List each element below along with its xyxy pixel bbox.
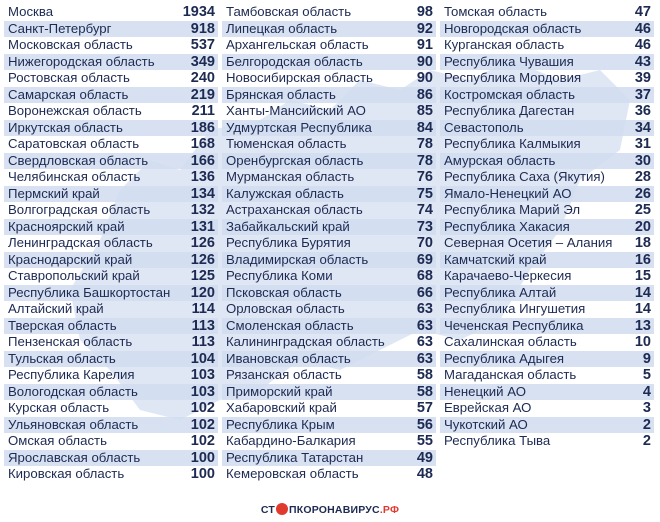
stopkoronavirus-logo (0, 503, 660, 516)
region-row (440, 285, 654, 302)
region-name: Липецкая область (226, 20, 338, 36)
region-row (222, 103, 436, 120)
region-name: Ханты-Мансийский АО (226, 103, 366, 118)
case-count: 75 (416, 185, 433, 202)
region-row (4, 417, 218, 434)
region-row (222, 202, 436, 219)
region-row (4, 153, 218, 170)
region-row (4, 318, 218, 335)
region-name: Красноярский край (8, 218, 125, 234)
region-row (222, 186, 436, 203)
case-count: 4 (642, 383, 651, 400)
region-column-3 (440, 4, 654, 450)
region-name: Курганская область (444, 37, 565, 52)
region-row (440, 169, 654, 186)
region-row (222, 268, 436, 285)
region-row (222, 351, 436, 368)
region-row (222, 136, 436, 153)
region-row (4, 37, 218, 54)
case-count: 240 (190, 70, 215, 86)
case-count: 103 (190, 367, 215, 383)
region-name: Орловская область (226, 301, 345, 316)
case-count: 104 (190, 350, 215, 367)
region-row (4, 54, 218, 71)
region-name: Московская область (8, 37, 133, 52)
case-count: 10 (634, 334, 651, 350)
case-count: 56 (416, 416, 433, 433)
case-count: 5 (642, 367, 651, 383)
region-name: Челябинская область (8, 169, 141, 184)
region-row (222, 334, 436, 351)
region-name: Костромская область (444, 86, 576, 102)
region-row (440, 334, 654, 351)
region-row (4, 21, 218, 38)
region-name: Томская область (444, 4, 548, 19)
case-count: 76 (416, 169, 433, 185)
region-name: Санкт-Петербург (8, 20, 112, 36)
region-row (222, 252, 436, 269)
region-name: Республика Карелия (8, 367, 135, 382)
region-row (222, 384, 436, 401)
case-count: 68 (416, 268, 433, 284)
region-row (4, 351, 218, 368)
region-row (440, 252, 654, 269)
region-name: Республика Марий Эл (444, 202, 581, 217)
case-count: 55 (416, 433, 433, 449)
case-count: 73 (416, 218, 433, 235)
region-row (222, 318, 436, 335)
case-count: 92 (416, 20, 433, 37)
case-count: 34 (634, 119, 651, 136)
region-name: Республика Ингушетия (444, 301, 586, 316)
case-count: 131 (190, 218, 215, 235)
case-count: 126 (190, 251, 215, 268)
region-name: Свердловская область (8, 152, 149, 168)
case-count: 9 (642, 350, 651, 367)
case-count: 166 (190, 152, 215, 169)
region-name: Рязанская область (226, 367, 342, 382)
region-row (4, 400, 218, 417)
region-name: Владимирская область (226, 251, 369, 267)
case-count: 69 (416, 251, 433, 268)
region-name: Ивановская область (226, 350, 351, 366)
region-name: Псковская область (226, 284, 342, 300)
region-name: Вологодская область (8, 383, 138, 399)
region-row (222, 433, 436, 450)
case-count: 90 (416, 53, 433, 70)
region-name: Самарская область (8, 86, 129, 102)
region-name: Новосибирская область (226, 70, 373, 85)
region-name: Кировская область (8, 466, 125, 481)
region-name: Республика Чувашия (444, 53, 574, 69)
case-count: 84 (416, 119, 433, 136)
region-row (440, 136, 654, 153)
region-name: Удмуртская Республика (226, 119, 372, 135)
logo-text-start: СТ (260, 504, 275, 516)
region-name: Республика Хакасия (444, 218, 570, 234)
region-row (440, 202, 654, 219)
region-name: Москва (8, 4, 54, 19)
region-row (222, 367, 436, 384)
region-name: Тульская область (8, 350, 116, 366)
case-count: 39 (634, 70, 651, 86)
case-count: 58 (416, 383, 433, 400)
case-count: 2 (642, 416, 651, 433)
region-name: Амурская область (444, 152, 556, 168)
region-name: Иркутская область (8, 119, 123, 135)
region-row (4, 202, 218, 219)
region-name: Тюменская область (226, 136, 347, 151)
case-count: 86 (416, 86, 433, 103)
region-name: Хабаровский край (226, 400, 337, 415)
case-count: 49 (416, 449, 433, 466)
case-count: 13 (634, 317, 651, 334)
region-name: Камчатский край (444, 251, 547, 267)
case-count: 126 (190, 235, 215, 251)
region-row (4, 186, 218, 203)
region-name: Астраханская область (226, 202, 363, 217)
case-count: 78 (416, 152, 433, 169)
region-row (440, 120, 654, 137)
region-name: Ленинградская область (8, 235, 153, 250)
case-count: 66 (416, 284, 433, 301)
case-count: 48 (416, 466, 433, 482)
region-row (222, 285, 436, 302)
case-count: 20 (634, 218, 651, 235)
region-row (440, 351, 654, 368)
case-count: 37 (634, 86, 651, 103)
region-name: Республика Адыгея (444, 350, 565, 366)
region-row (440, 70, 654, 87)
region-name: Республика Тыва (444, 433, 551, 448)
case-count: 31 (634, 136, 651, 152)
region-row (4, 4, 218, 21)
case-count: 98 (416, 4, 433, 20)
region-name: Республика Мордовия (444, 70, 582, 85)
region-name: Воронежская область (8, 103, 142, 118)
region-row (222, 301, 436, 318)
case-count: 26 (634, 185, 651, 202)
region-name: Карачаево-Черкесия (444, 268, 572, 283)
case-count: 120 (190, 284, 215, 301)
region-row (440, 4, 654, 21)
region-name: Ставропольский край (8, 268, 140, 283)
region-column-1 (4, 4, 218, 483)
region-name: Республика Крым (226, 416, 335, 432)
region-name: Краснодарский край (8, 251, 133, 267)
case-count: 36 (634, 103, 651, 119)
region-row (440, 384, 654, 401)
case-count: 30 (634, 152, 651, 169)
case-count: 113 (191, 317, 215, 334)
case-count: 918 (190, 20, 215, 37)
case-count: 168 (190, 136, 215, 152)
region-row (440, 54, 654, 71)
case-count: 46 (634, 37, 651, 53)
region-row (222, 219, 436, 236)
case-count: 47 (634, 4, 651, 20)
region-name: Смоленская область (226, 317, 354, 333)
region-name: Саратовская область (8, 136, 140, 151)
case-count: 537 (190, 37, 215, 53)
region-name: Волгоградская область (8, 202, 151, 217)
case-count: 349 (190, 53, 215, 70)
region-row (4, 466, 218, 483)
region-name: Республика Коми (226, 268, 333, 283)
logo-domain: .РФ (379, 504, 400, 516)
case-count: 90 (416, 70, 433, 86)
region-row (440, 400, 654, 417)
case-count: 113 (191, 334, 215, 350)
region-row (4, 450, 218, 467)
case-count: 70 (416, 235, 433, 251)
region-name: Архангельская область (226, 37, 369, 52)
region-row (440, 21, 654, 38)
case-count: 211 (191, 103, 215, 119)
region-row (222, 4, 436, 21)
region-name: Ростовская область (8, 70, 130, 85)
case-count: 63 (416, 350, 433, 367)
region-row (222, 153, 436, 170)
region-name: Республика Башкортостан (8, 284, 171, 300)
case-count: 46 (634, 20, 651, 37)
region-name: Республика Калмыкия (444, 136, 581, 151)
region-row (4, 136, 218, 153)
region-row (440, 301, 654, 318)
case-count: 136 (190, 169, 215, 185)
region-name: Нижегородская область (8, 53, 155, 69)
region-row (222, 70, 436, 87)
region-name: Алтайский край (8, 301, 104, 316)
region-name: Калининградская область (226, 334, 385, 349)
case-count: 63 (416, 334, 433, 350)
region-name: Ненецкий АО (444, 383, 526, 399)
case-count: 186 (190, 119, 215, 136)
region-name: Курская область (8, 400, 110, 415)
region-row (222, 235, 436, 252)
region-name: Республика Саха (Якутия) (444, 169, 605, 184)
case-count: 18 (634, 235, 651, 251)
region-row (4, 235, 218, 252)
region-name: Сахалинская область (444, 334, 577, 349)
region-row (440, 186, 654, 203)
case-count: 74 (416, 202, 433, 218)
region-name: Республика Бурятия (226, 235, 351, 250)
case-count: 63 (416, 317, 433, 334)
region-row (222, 466, 436, 483)
region-name: Чеченская Республика (444, 317, 584, 333)
region-name: Калужская область (226, 185, 344, 201)
region-name: Тамбовская область (226, 4, 352, 19)
region-name: Тверская область (8, 317, 117, 333)
case-count: 85 (416, 103, 433, 119)
region-name: Омская область (8, 433, 107, 448)
region-row (222, 87, 436, 104)
region-name: Белгородская область (226, 53, 363, 69)
region-name: Кабардино-Балкария (226, 433, 356, 448)
case-count: 57 (416, 400, 433, 416)
case-count: 219 (190, 86, 215, 103)
region-row (222, 21, 436, 38)
region-name: Северная Осетия – Алания (444, 235, 613, 250)
case-count: 3 (642, 400, 651, 416)
case-count: 100 (190, 449, 215, 466)
region-row (222, 169, 436, 186)
case-count: 58 (416, 367, 433, 383)
region-row (440, 268, 654, 285)
case-count: 78 (416, 136, 433, 152)
region-row (440, 103, 654, 120)
region-name: Приморский край (226, 383, 333, 399)
case-count: 14 (634, 301, 651, 317)
case-count: 2 (642, 433, 651, 449)
region-row (4, 285, 218, 302)
region-row (440, 367, 654, 384)
case-count: 102 (190, 400, 215, 416)
region-row (4, 334, 218, 351)
region-row (4, 103, 218, 120)
region-name: Магаданская область (444, 367, 577, 382)
region-row (4, 301, 218, 318)
region-row (4, 87, 218, 104)
region-name: Пермский край (8, 185, 100, 201)
case-count: 43 (634, 53, 651, 70)
region-row (222, 417, 436, 434)
region-row (4, 268, 218, 285)
region-row (4, 252, 218, 269)
case-count: 16 (634, 251, 651, 268)
region-row (4, 367, 218, 384)
region-row (440, 433, 654, 450)
region-row (222, 54, 436, 71)
region-row (4, 219, 218, 236)
region-name: Ульяновская область (8, 416, 139, 432)
region-name: Республика Татарстан (226, 449, 364, 465)
case-count: 102 (190, 433, 215, 449)
region-row (440, 235, 654, 252)
region-name: Севастополь (444, 119, 524, 135)
region-row (4, 120, 218, 137)
region-row (440, 153, 654, 170)
region-name: Ямало-Ненецкий АО (444, 185, 572, 201)
region-name: Забайкальский край (226, 218, 350, 234)
region-row (440, 37, 654, 54)
region-name: Чукотский АО (444, 416, 528, 432)
case-count: 114 (191, 301, 215, 317)
region-row (440, 219, 654, 236)
case-count: 15 (634, 268, 651, 284)
region-name: Пензенская область (8, 334, 133, 349)
case-count: 1934 (182, 4, 215, 20)
region-name: Еврейская АО (444, 400, 532, 415)
region-row (222, 37, 436, 54)
case-count: 14 (634, 284, 651, 301)
region-row (4, 433, 218, 450)
case-count: 28 (634, 169, 651, 185)
case-count: 100 (190, 466, 215, 482)
region-name: Мурманская область (226, 169, 355, 184)
region-name: Кемеровская область (226, 466, 359, 481)
region-name: Республика Дагестан (444, 103, 575, 118)
logo-text-end: ПКОРОНАВИРУС (288, 504, 380, 516)
region-name: Брянская область (226, 86, 336, 102)
region-row (440, 318, 654, 335)
case-count: 134 (190, 185, 215, 202)
region-row (222, 400, 436, 417)
case-count: 103 (190, 383, 215, 400)
region-name: Новгородская область (444, 20, 582, 36)
case-count: 125 (190, 268, 215, 284)
case-count: 91 (416, 37, 433, 53)
region-row (440, 87, 654, 104)
case-count: 132 (190, 202, 215, 218)
region-name: Ярославская область (8, 449, 141, 465)
region-name: Оренбургская область (226, 152, 364, 168)
case-count: 102 (190, 416, 215, 433)
region-row (222, 120, 436, 137)
region-column-2 (222, 4, 436, 483)
region-row (222, 450, 436, 467)
region-row (4, 70, 218, 87)
logo-stop-icon (276, 503, 288, 515)
region-row (440, 417, 654, 434)
region-name: Республика Алтай (444, 284, 557, 300)
region-row (4, 169, 218, 186)
case-count: 63 (416, 301, 433, 317)
case-count: 25 (634, 202, 651, 218)
region-row (4, 384, 218, 401)
